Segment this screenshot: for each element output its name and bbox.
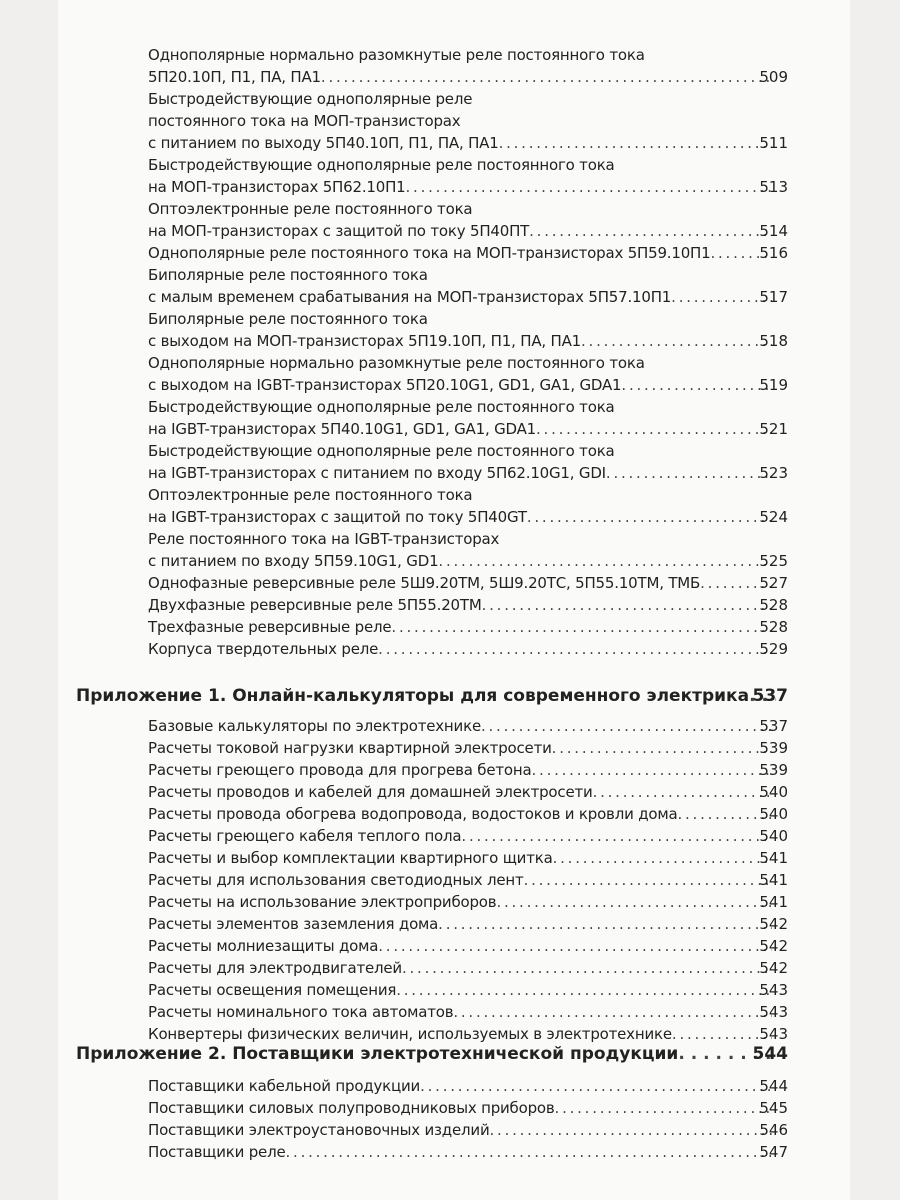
toc-entry-text: Быстродействующие однополярные реле постоянного тока: [148, 442, 615, 460]
toc-entry-text: Быстродействующие однополярные реле постоянного тока: [148, 156, 615, 174]
toc-entry: [148, 242, 772, 264]
toc-page-number: 539: [759, 761, 788, 779]
dot-leader: [391, 616, 772, 638]
toc-entry-text: Быстродействующие однополярные реле: [148, 90, 473, 108]
toc-entry-text: с питанием по выходу 5П40.10П, П1, ПА, ПА1: [148, 134, 499, 152]
toc-entry: [148, 88, 772, 154]
dot-leader: [378, 935, 772, 957]
toc-entry-text: Биполярные реле постоянного тока: [148, 310, 428, 328]
dot-leader: [321, 66, 772, 88]
toc-page-number: 546: [759, 1121, 788, 1139]
toc-entry: [148, 396, 772, 440]
dot-leader: [420, 1075, 772, 1097]
toc-entry-text: Конвертеры физических величин, используемых в электротехнике: [148, 1025, 672, 1043]
toc-entry-text: с малым временем срабатывания на МОП-транзисторах 5П57.10П1: [148, 288, 672, 306]
appendix-heading: [76, 684, 776, 708]
toc-entry: [148, 869, 772, 891]
toc-entry-text: Поставщики реле: [148, 1143, 286, 1161]
toc-entry: [148, 352, 772, 396]
toc-page-number: 513: [759, 178, 788, 196]
toc-entry: [148, 825, 772, 847]
toc-entry-text: на МОП-транзисторах с защитой по току 5П40ПТ: [148, 222, 530, 240]
toc-page-number: 542: [759, 959, 788, 977]
toc-entry-text: Расчеты освещения помещения: [148, 981, 397, 999]
toc-entry: [148, 781, 772, 803]
toc-page-number: 511: [759, 134, 788, 152]
toc-page-number: 541: [759, 849, 788, 867]
toc-entry-text: Расчеты молниезащиты дома: [148, 937, 379, 955]
toc-page-number: 542: [759, 937, 788, 955]
toc-entry-text: Однополярные нормально разомкнутые реле постоянного тока: [148, 46, 645, 64]
book-page: [58, 0, 850, 1200]
dot-leader: [453, 1001, 772, 1023]
toc-entry: [148, 979, 772, 1001]
toc-entry-text: 5П20.10П, П1, ПА, ПА1: [148, 68, 321, 86]
toc-entry-text: Однополярные реле постоянного тока на МОП-транзисторах 5П59.10П1: [148, 244, 711, 262]
toc-entry: [148, 264, 772, 308]
toc-page-number: 527: [759, 574, 788, 592]
toc-page-number: 537: [759, 717, 788, 735]
appendix-heading: [76, 1042, 776, 1066]
toc-entry-text: Однофазные реверсивные реле 5Ш9.20ТМ, 5Ш9.20ТС, 5П55.10ТМ, ТМБ: [148, 574, 701, 592]
toc-entry: [148, 803, 772, 825]
toc-entry-text: Расчеты токовой нагрузки квартирной электросети: [148, 739, 552, 757]
toc-page-number: 540: [759, 805, 788, 823]
toc-entry: [148, 484, 772, 528]
toc-entry: [148, 440, 772, 484]
toc-entry: [148, 891, 772, 913]
toc-page-number: 543: [759, 1003, 788, 1021]
toc-page-number: 547: [759, 1143, 788, 1161]
toc-entry-text: Оптоэлектронные реле постоянного тока: [148, 200, 473, 218]
toc-page-number: 516: [759, 244, 788, 262]
toc-entry: [148, 154, 772, 198]
toc-page-number: 540: [759, 827, 788, 845]
toc-entry: [148, 847, 772, 869]
toc-entry-text: Расчеты для использования светодиодных лент: [148, 871, 524, 889]
toc-entry: [148, 759, 772, 781]
toc-entry-text: Расчеты проводов и кабелей для домашней электросети: [148, 783, 593, 801]
toc-entry: [148, 616, 772, 638]
toc-entry-text: с выходом на IGBT-транзисторах 5П20.10G1, GD1, GA1, GDA1: [148, 376, 622, 394]
toc-entry-text: Поставщики силовых полупроводниковых приборов: [148, 1099, 555, 1117]
toc-entry-text: Расчеты элементов заземления дома: [148, 915, 439, 933]
toc-page-number: 541: [759, 893, 788, 911]
toc-entry: [148, 1001, 772, 1023]
toc-entry-text: на IGBT-транзисторах с защитой по току 5П40GT: [148, 508, 527, 526]
toc-page-number: 543: [759, 981, 788, 999]
toc-entry: [148, 1075, 772, 1097]
toc-page-number: 529: [759, 640, 788, 658]
dot-leader: [406, 176, 773, 198]
dot-leader: [396, 979, 772, 1001]
toc-entry-text: с выходом на МОП-транзисторах 5П19.10П, П1, ПА, ПА1: [148, 332, 581, 350]
toc-entry-text: Базовые калькуляторы по электротехнике: [148, 717, 481, 735]
toc-entry-text: Биполярные реле постоянного тока: [148, 266, 428, 284]
appendix-page-number: 537: [752, 686, 788, 706]
toc-page-number: 518: [759, 332, 788, 350]
dot-leader: [402, 957, 772, 979]
toc-page-number: 509: [759, 68, 788, 86]
toc-page-number: 528: [759, 596, 788, 614]
toc-entry-text: на IGBT-транзисторах с питанием по входу 5П62.10G1, GDI: [148, 464, 606, 482]
dot-leader: [286, 1141, 773, 1163]
toc-entry: [148, 528, 772, 572]
toc-page-number: 545: [759, 1099, 788, 1117]
toc-entry-text: постоянного тока на МОП-транзисторах: [148, 112, 461, 130]
toc-entry: [148, 1119, 772, 1141]
toc-entry: [148, 44, 772, 88]
toc-entry: [148, 198, 772, 242]
toc-entry-text: Расчеты номинального тока автоматов: [148, 1003, 454, 1021]
toc-page-number: 523: [759, 464, 788, 482]
toc-entry: [148, 1097, 772, 1119]
toc-page-number: 528: [759, 618, 788, 636]
toc-entry-text: Двухфазные реверсивные реле 5П55.20ТМ: [148, 596, 482, 614]
toc-entry: [148, 308, 772, 352]
toc-entry: [148, 572, 772, 594]
toc-page-number: 544: [759, 1077, 788, 1095]
toc-entry-text: Расчеты греющего провода для прогрева бетона: [148, 761, 532, 779]
appendix-title: Приложение 1. Онлайн-калькуляторы для современного электрика: [76, 686, 750, 706]
toc-entry-text: Расчеты для электродвигателей: [148, 959, 402, 977]
toc-entry-text: Корпуса твердотельных реле: [148, 640, 379, 658]
toc-page-number: 543: [759, 1025, 788, 1043]
appendix-title: Приложение 2. Поставщики электротехнической продукции: [76, 1044, 679, 1064]
dot-leader: [438, 550, 772, 572]
toc-entry: [148, 957, 772, 979]
toc-page-number: 525: [759, 552, 788, 570]
toc-entry-text: Реле постоянного тока на IGBT-транзисторах: [148, 530, 500, 548]
dot-leader: [461, 825, 772, 847]
toc-entry: [148, 715, 772, 737]
toc-page-number: 519: [759, 376, 788, 394]
toc-entry: [148, 594, 772, 616]
toc-entry-text: Расчеты на использование электроприборов: [148, 893, 497, 911]
toc-page-number: 542: [759, 915, 788, 933]
toc-entry-text: Оптоэлектронные реле постоянного тока: [148, 486, 473, 504]
toc-entry: [148, 913, 772, 935]
toc-page-number: 539: [759, 739, 788, 757]
toc-entry-text: Однополярные нормально разомкнутые реле постоянного тока: [148, 354, 645, 372]
toc-page-number: 524: [759, 508, 788, 526]
dot-leader: [378, 638, 772, 660]
dot-leader: [438, 913, 772, 935]
toc-entry: [148, 638, 772, 660]
toc-entry-text: Поставщики электроустановочных изделий: [148, 1121, 490, 1139]
toc-entry-text: Расчеты и выбор комплектации квартирного щитка: [148, 849, 553, 867]
appendix-page-number: 544: [752, 1044, 788, 1064]
toc-entry-text: Поставщики кабельной продукции: [148, 1077, 421, 1095]
toc-entry-text: Трехфазные реверсивные реле: [148, 618, 392, 636]
toc-entry-text: Расчеты греющего кабеля теплого пола: [148, 827, 462, 845]
toc-page-number: 541: [759, 871, 788, 889]
toc-entry: [148, 935, 772, 957]
toc-page-number: 517: [759, 288, 788, 306]
toc-entry-text: Быстродействующие однополярные реле постоянного тока: [148, 398, 615, 416]
toc-entry-text: на МОП-транзисторах 5П62.10П1: [148, 178, 406, 196]
toc-entry: [148, 737, 772, 759]
toc-entry-text: на IGBT-транзисторах 5П40.10G1, GD1, GA1, GDA1: [148, 420, 537, 438]
toc-entry-text: Расчеты провода обогрева водопровода, водостоков и кровли дома: [148, 805, 678, 823]
toc-page-number: 540: [759, 783, 788, 801]
toc-page-number: 514: [759, 222, 788, 240]
toc-entry-text: с питанием по входу 5П59.10G1, GD1: [148, 552, 439, 570]
toc-page-number: 521: [759, 420, 788, 438]
toc-entry: [148, 1141, 772, 1163]
